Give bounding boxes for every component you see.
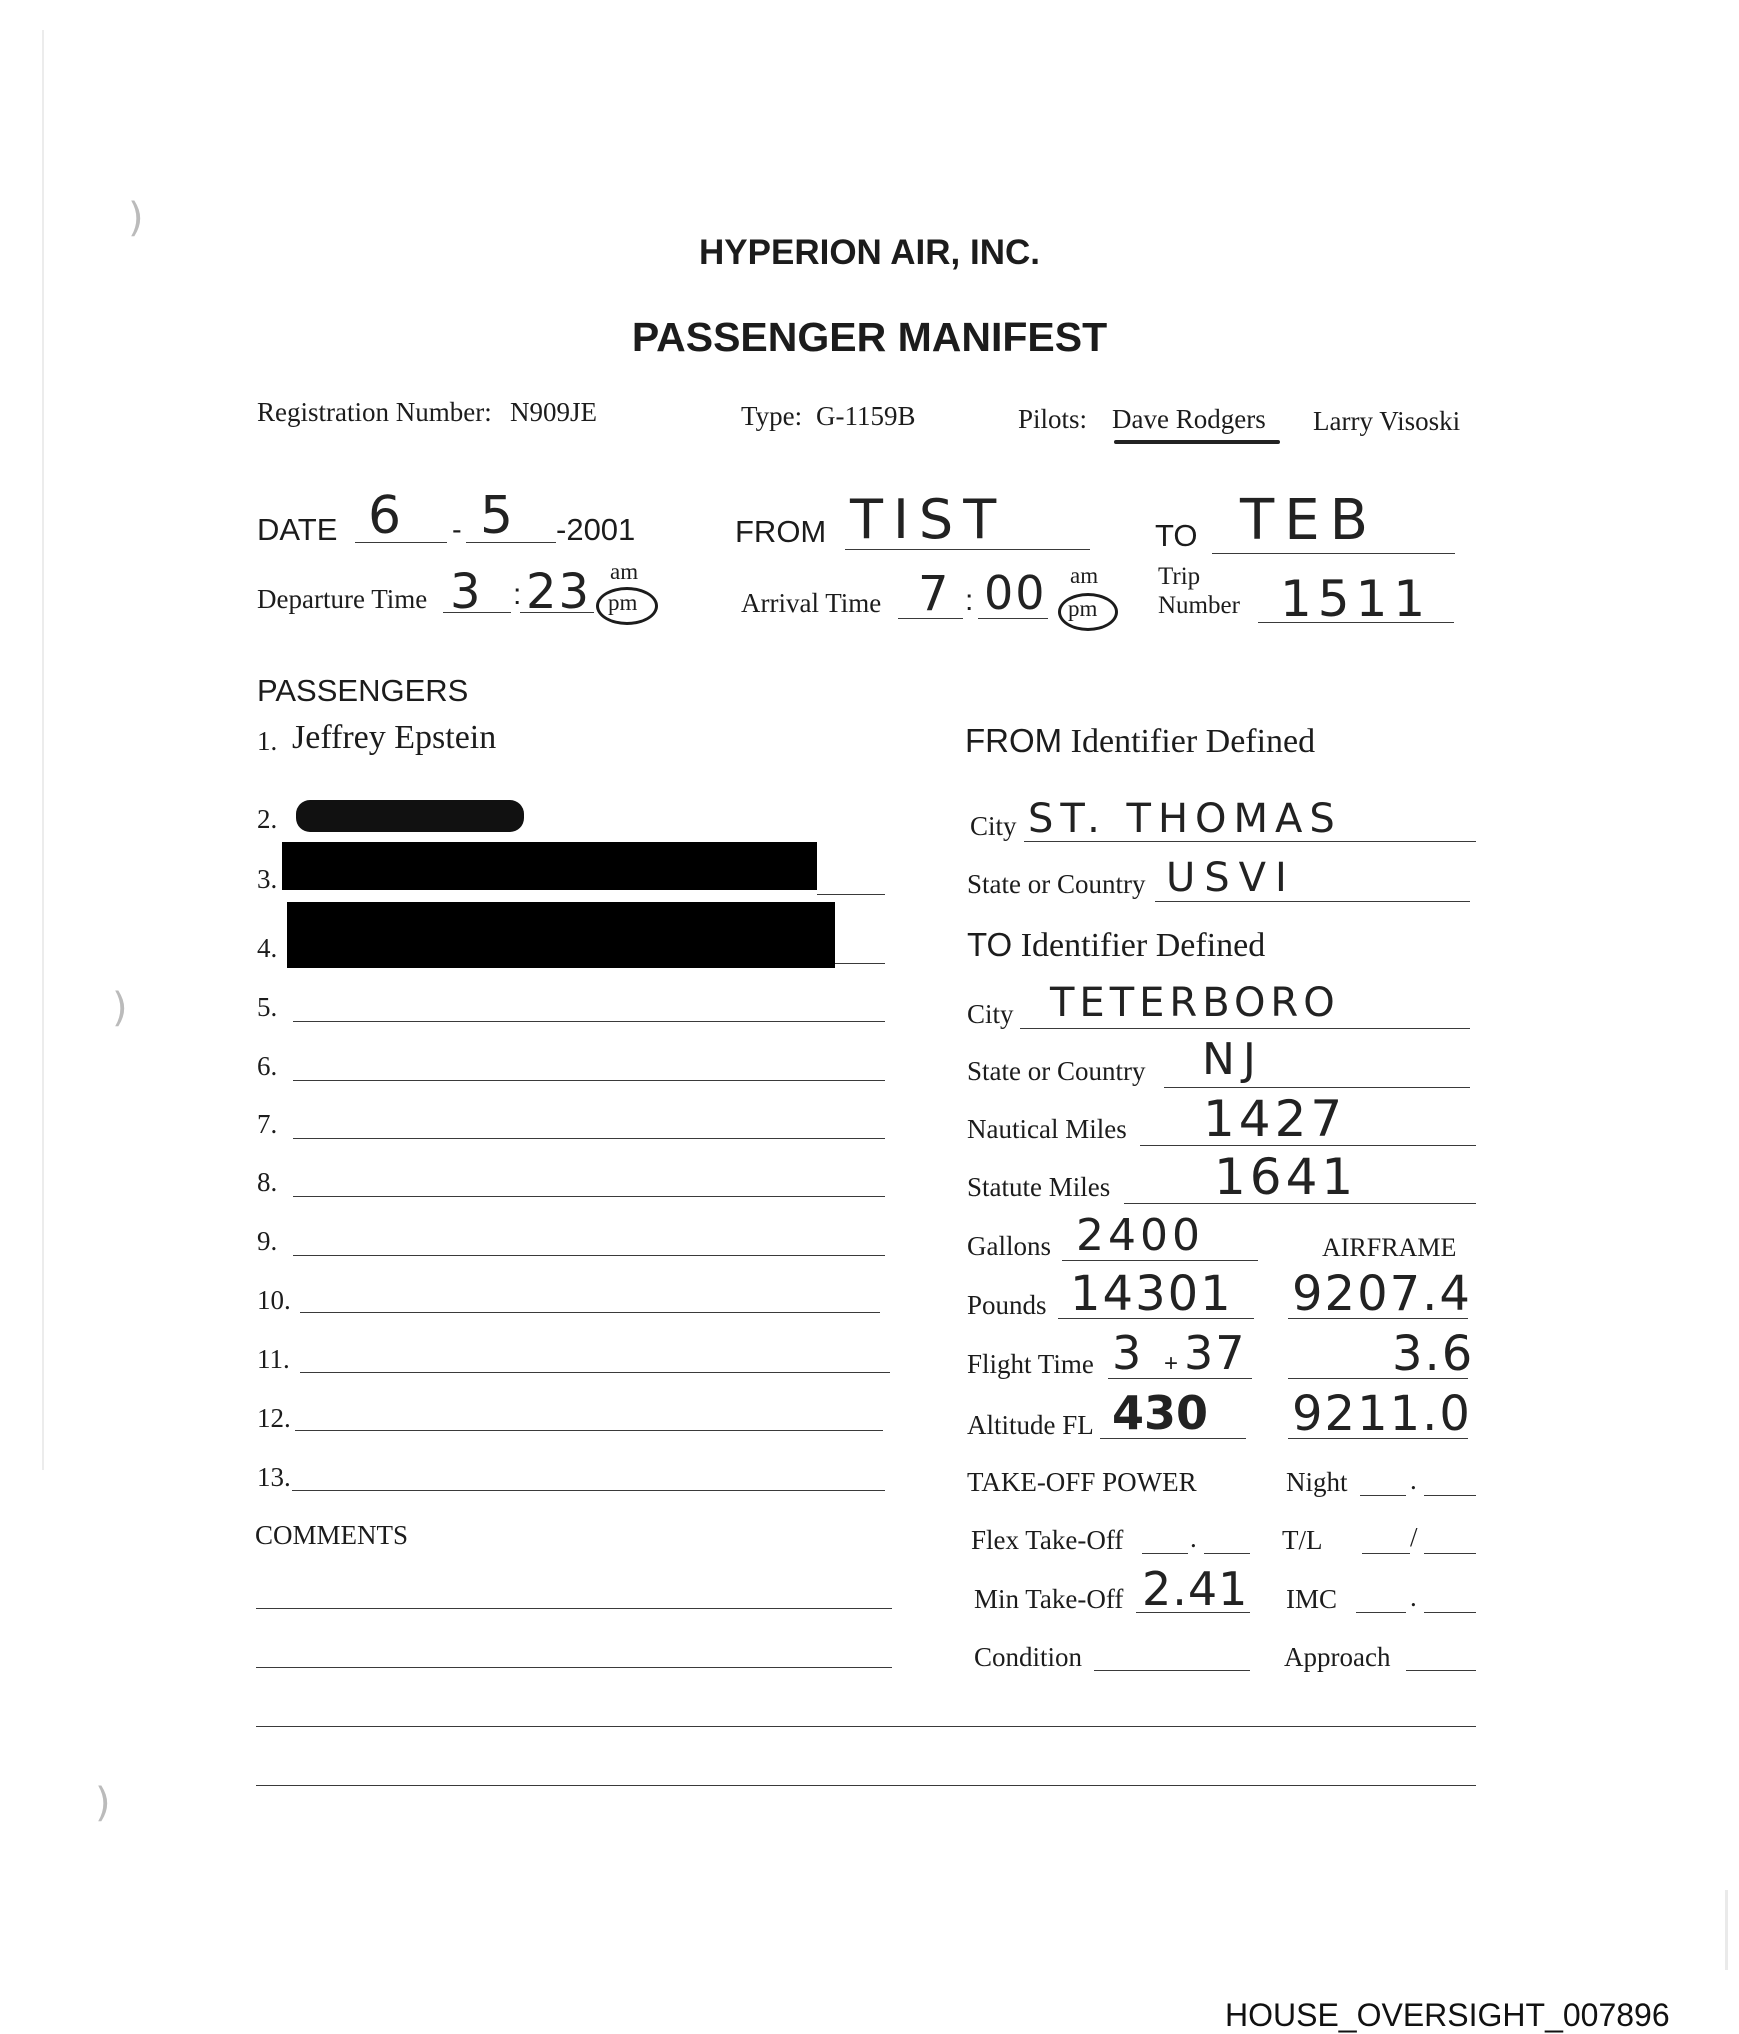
redaction-bar (287, 902, 835, 968)
company-name: HYPERION AIR, INC. (699, 233, 1040, 272)
passengers-heading: PASSENGERS (257, 673, 469, 708)
statute-line (1124, 1203, 1476, 1204)
scan-mark: ) (112, 985, 128, 1031)
tl-line-a (1362, 1553, 1410, 1554)
flex-dot: . (1190, 1523, 1197, 1553)
arrival-pm: pm (1068, 596, 1098, 621)
departure-pm: pm (608, 590, 638, 615)
airframe-line-1 (1288, 1318, 1468, 1319)
passenger-line (293, 1080, 885, 1081)
statute-value: 1641 (1214, 1148, 1358, 1206)
to-state-value: NJ (1202, 1034, 1264, 1085)
approach-line (1406, 1670, 1476, 1671)
passenger-number: 9. (257, 1226, 278, 1256)
from-city-value: ST. THOMAS (1028, 796, 1342, 842)
min-takeoff-label: Min Take-Off (974, 1584, 1124, 1614)
gallons-line (1062, 1260, 1258, 1261)
pounds-line (1058, 1318, 1254, 1319)
tl-label: T/L (1282, 1525, 1323, 1555)
statute-label: Statute Miles (967, 1172, 1111, 1202)
flex-line-b (1204, 1553, 1250, 1554)
to-city-value: TETERBORO (1050, 980, 1340, 1026)
arrival-hour: 7 (918, 566, 955, 622)
pilot-2: Larry Visoski (1313, 406, 1461, 436)
trip-label-1: Trip (1158, 563, 1201, 590)
passenger-line (295, 1430, 883, 1431)
airframe-label: AIRFRAME (1322, 1233, 1457, 1262)
date-month: 6 (368, 486, 408, 546)
departure-colon: : (513, 578, 522, 611)
flight-time-minutes: 37 (1184, 1326, 1247, 1380)
passenger-number: 11. (257, 1344, 290, 1374)
tl-slash: / (1410, 1522, 1418, 1552)
altitude-label: Altitude FL (967, 1410, 1094, 1440)
pounds-label: Pounds (967, 1290, 1047, 1320)
comment-line (256, 1726, 1476, 1727)
arrival-minutes-line (978, 618, 1048, 619)
from-state-line (1155, 901, 1470, 902)
flight-time-hours: 3 (1112, 1326, 1148, 1380)
gallons-label: Gallons (967, 1231, 1051, 1261)
nautical-line (1140, 1145, 1476, 1146)
airframe-line-3 (1288, 1438, 1468, 1439)
passenger-number: 3. (257, 864, 278, 894)
to-label: TO (1155, 518, 1198, 553)
trip-number-value: 1511 (1280, 570, 1432, 628)
to-state-line (1164, 1087, 1470, 1088)
redaction-bar (282, 842, 817, 890)
arrival-hour-line (898, 618, 963, 619)
imc-line-b (1424, 1612, 1476, 1613)
from-identifier-heading-a: FROM (965, 722, 1063, 759)
comment-line (256, 1785, 1476, 1786)
passenger-number: 2. (257, 804, 278, 834)
from-line (845, 549, 1090, 550)
passenger-number: 13. (257, 1462, 291, 1492)
passenger-line (293, 1255, 885, 1256)
registration-value: N909JE (510, 397, 597, 427)
departure-hour-line (443, 612, 511, 613)
altitude-value: 430 (1112, 1386, 1209, 1440)
passenger-line (293, 1138, 885, 1139)
redaction-bar (296, 800, 524, 832)
departure-am: am (610, 559, 639, 584)
from-city-label: City (970, 811, 1017, 841)
from-label: FROM (735, 514, 827, 549)
trip-number-line (1258, 622, 1454, 623)
passenger-line (293, 1196, 885, 1197)
pilots-label: Pilots: (1018, 404, 1088, 434)
to-identifier-heading-a: TO (967, 926, 1013, 963)
date-month-line (355, 542, 447, 543)
type-value: G-1159B (816, 401, 916, 431)
arrival-pm-circle (1058, 593, 1118, 631)
to-state-label: State or Country (967, 1056, 1146, 1086)
passenger-number: 8. (257, 1167, 278, 1197)
departure-hour: 3 (450, 564, 487, 620)
document-id: HOUSE_OVERSIGHT_007896 (1225, 1997, 1670, 2033)
flight-time-separator: + (1164, 1350, 1179, 1377)
pounds-value: 14301 (1070, 1266, 1233, 1322)
from-city-line (1024, 841, 1476, 842)
departure-pm-circle (596, 587, 658, 625)
from-identifier-heading-b: Identifier Defined (1070, 723, 1316, 760)
airframe-value-3: 9211.0 (1292, 1386, 1472, 1442)
imc-line-a (1356, 1612, 1406, 1613)
imc-dot: . (1410, 1582, 1417, 1612)
arrival-minutes: 00 (984, 566, 1047, 620)
passenger-number: 5. (257, 992, 278, 1022)
registration-label: Registration Number: (257, 397, 492, 427)
from-value: TIST (850, 488, 1007, 551)
passenger-number: 6. (257, 1051, 278, 1081)
flex-line-a (1142, 1553, 1188, 1554)
comment-line (256, 1608, 892, 1609)
flight-time-label: Flight Time (967, 1349, 1094, 1379)
date-label: DATE (257, 512, 338, 547)
passenger-line (292, 1490, 885, 1491)
to-city-line (1020, 1028, 1470, 1029)
to-identifier-heading-b: Identifier Defined (1020, 927, 1266, 964)
to-value: TEB (1240, 488, 1379, 553)
scan-mark: ) (95, 1780, 111, 1826)
flex-takeoff-label: Flex Take-Off (971, 1525, 1124, 1555)
passenger-line (835, 963, 885, 964)
airframe-value-1: 9207.4 (1292, 1266, 1472, 1322)
to-line (1212, 553, 1455, 554)
date-day: 5 (480, 486, 520, 546)
min-takeoff-value: 2.41 (1142, 1562, 1249, 1616)
type-label: Type: (741, 401, 803, 431)
scan-edge-line (1725, 1890, 1728, 1970)
night-line-b (1424, 1495, 1476, 1496)
takeoff-power-label: TAKE-OFF POWER (967, 1467, 1197, 1497)
passenger-name: Jeffrey Epstein (292, 719, 497, 756)
tl-line-b (1424, 1553, 1476, 1554)
passenger-line (300, 1312, 880, 1313)
date-separator: - (452, 514, 462, 546)
departure-minutes-line (520, 612, 594, 613)
passenger-number: 4. (257, 933, 278, 963)
night-line-a (1360, 1495, 1406, 1496)
night-label: Night (1286, 1467, 1348, 1497)
night-dot: . (1410, 1465, 1417, 1495)
arrival-colon: : (965, 584, 974, 617)
passenger-number: 12. (257, 1403, 291, 1433)
condition-label: Condition (974, 1642, 1083, 1672)
departure-minutes: 23 (526, 564, 592, 620)
passenger-line (293, 1021, 885, 1022)
from-state-value: USVI (1166, 855, 1296, 901)
to-identifier-heading (967, 926, 1265, 965)
document-title: PASSENGER MANIFEST (631, 314, 1108, 360)
airframe-line-2 (1288, 1378, 1468, 1379)
min-takeoff-line (1136, 1612, 1250, 1613)
from-identifier-heading (965, 722, 1315, 761)
comments-label: COMMENTS (255, 1520, 409, 1550)
trip-label-2: Number (1158, 592, 1240, 619)
arrival-am: am (1070, 563, 1099, 588)
scan-mark: ) (128, 195, 144, 241)
from-state-label: State or Country (967, 869, 1146, 899)
approach-label: Approach (1284, 1642, 1391, 1672)
nautical-value: 1427 (1203, 1090, 1347, 1148)
date-day-line (466, 542, 556, 543)
airframe-value-2: 3.6 (1392, 1326, 1475, 1382)
comment-line (256, 1667, 892, 1668)
passenger-line (300, 1372, 890, 1373)
arrival-label: Arrival Time (741, 588, 882, 618)
pilot-1: Dave Rodgers (1112, 404, 1266, 434)
departure-label: Departure Time (257, 584, 428, 614)
pilot-1-underline (1114, 440, 1280, 444)
gallons-value: 2400 (1076, 1210, 1204, 1261)
passenger-number: 1. (257, 726, 278, 756)
nautical-label: Nautical Miles (967, 1114, 1127, 1144)
passenger-line (817, 894, 885, 895)
passenger-number: 10. (257, 1285, 291, 1315)
imc-label: IMC (1286, 1584, 1338, 1614)
date-year: -2001 (556, 512, 636, 547)
condition-line (1094, 1670, 1250, 1671)
passenger-number: 7. (257, 1109, 278, 1139)
to-city-label: City (967, 999, 1014, 1029)
flight-time-line (1108, 1378, 1252, 1379)
altitude-line (1100, 1438, 1246, 1439)
